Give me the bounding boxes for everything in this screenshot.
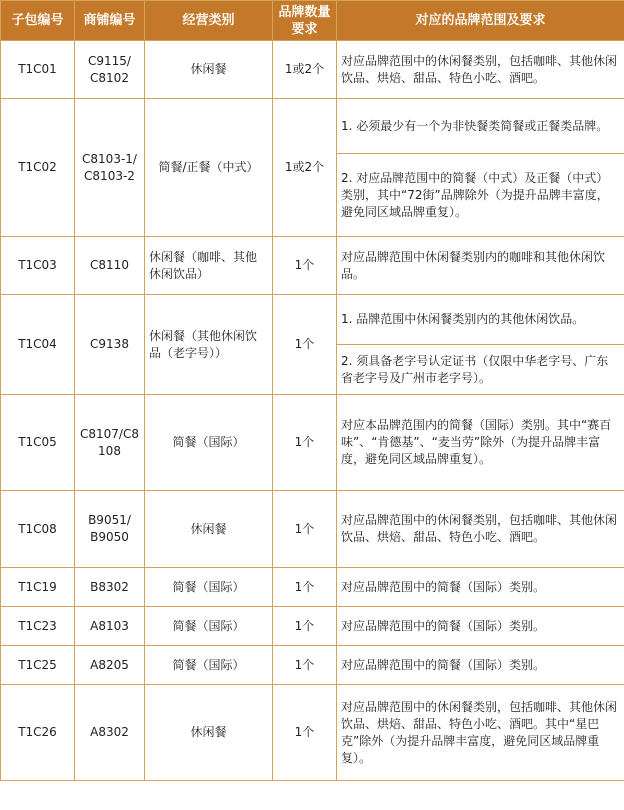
cell-business-category: 休闲餐 [145, 41, 273, 99]
table-row [1, 646, 624, 685]
header-brand-count: 品牌数量要求 [273, 1, 337, 41]
cell-brand-scope: 对应品牌范围中的休闲餐类别，包括咖啡、其他休闲饮品、烘焙、甜品、特色小吃、酒吧。 [337, 41, 624, 99]
cell-sub-package-no: T1C04 [1, 295, 75, 395]
cell-brand-scope: 2. 对应品牌范围中的简餐（中式）及正餐（中式）类别，其中“72街”品牌除外（为提升品牌丰富度，避免同区域品牌重复）。 [337, 154, 624, 237]
table-row [1, 41, 624, 99]
cell-brand-count: 1或2个 [273, 41, 337, 99]
cell-brand-scope: 1. 品牌范围中休闲餐类别内的其他休闲饮品。 [337, 295, 624, 345]
table-row [1, 685, 624, 781]
cell-shop-no: A8302 [75, 685, 145, 781]
cell-brand-scope: 对应品牌范围中的简餐（国际）类别。 [337, 646, 624, 685]
cell-sub-package-no: T1C25 [1, 646, 75, 685]
table-row [1, 395, 624, 491]
cell-business-category: 休闲餐（咖啡、其他休闲饮品） [145, 237, 273, 295]
cell-brand-scope: 对应品牌范围中的休闲餐类别，包括咖啡、其他休闲饮品、烘焙、甜品、特色小吃、酒吧。 [337, 491, 624, 568]
cell-business-category: 休闲餐（其他休闲饮品（老字号）） [145, 295, 273, 395]
cell-brand-scope: 对应品牌范围中的简餐（国际）类别。 [337, 568, 624, 607]
shop-no-line: C8107/C8 108 [80, 426, 139, 458]
cell-brand-count: 1个 [273, 237, 337, 295]
cell-shop-no: A8205 [75, 646, 145, 685]
cell-brand-scope: 1. 必须最少有一个为非快餐类简餐或正餐类品牌。 [337, 99, 624, 154]
cell-sub-package-no: T1C05 [1, 395, 75, 491]
cell-brand-count: 1个 [273, 685, 337, 781]
cell-brand-count: 1或2个 [273, 99, 337, 237]
shop-no-line: B9051/ B9050 [88, 513, 131, 544]
cell-business-category: 休闲餐 [145, 685, 273, 781]
cell-shop-no [75, 41, 145, 99]
shop-no-line: C9115/ C8102 [88, 53, 131, 85]
cell-shop-no [75, 395, 145, 491]
cell-brand-count: 1个 [273, 395, 337, 491]
table-row [1, 295, 624, 345]
cell-business-category: 简餐/正餐（中式） [145, 99, 273, 237]
cell-shop-no: C8110 [75, 237, 145, 295]
cell-business-category: 休闲餐 [145, 491, 273, 568]
header-shop-no: 商铺编号 [75, 1, 145, 41]
cell-brand-scope: 对应品牌范围中的简餐（国际）类别。 [337, 607, 624, 646]
cell-shop-no: C9138 [75, 295, 145, 395]
table-row [1, 568, 624, 607]
cell-sub-package-no: T1C03 [1, 237, 75, 295]
table-row [1, 237, 624, 295]
header-business-category: 经营类别 [145, 1, 273, 41]
cell-shop-no [75, 99, 145, 237]
table-row [1, 99, 624, 154]
cell-sub-package-no: T1C01 [1, 41, 75, 99]
cell-shop-no: B8302 [75, 568, 145, 607]
cell-brand-scope: 对应本品牌范围内的简餐（国际）类别。其中“赛百味”、“肯德基”、“麦当劳”除外（为提升品牌丰富度，避免同区域品牌重复）。 [337, 395, 624, 491]
cell-sub-package-no: T1C08 [1, 491, 75, 568]
shop-no-line: C8103-1/ C8103-2 [82, 151, 137, 183]
cell-sub-package-no: T1C02 [1, 99, 75, 237]
table-row [1, 607, 624, 646]
cell-sub-package-no: T1C23 [1, 607, 75, 646]
cell-sub-package-no: T1C26 [1, 685, 75, 781]
cell-shop-no [75, 491, 145, 568]
cell-business-category: 简餐（国际） [145, 395, 273, 491]
cell-sub-package-no: T1C19 [1, 568, 75, 607]
cell-shop-no: A8103 [75, 607, 145, 646]
cell-brand-scope: 对应品牌范围中的休闲餐类别，包括咖啡、其他休闲饮品、烘焙、甜品、特色小吃、酒吧。其中“星巴克”除外（为提升品牌丰富度，避免同区域品牌重复）。 [337, 685, 624, 781]
table-row [1, 491, 624, 568]
cell-business-category: 简餐（国际） [145, 607, 273, 646]
cell-brand-count: 1个 [273, 491, 337, 568]
cell-business-category: 简餐（国际） [145, 646, 273, 685]
cell-brand-scope: 2. 须具备老字号认定证书（仅限中华老字号、广东省老字号及广州市老字号）。 [337, 345, 624, 395]
cell-business-category: 简餐（国际） [145, 568, 273, 607]
cell-brand-count: 1个 [273, 607, 337, 646]
header-brand-scope: 对应的品牌范围及要求 [337, 1, 624, 41]
cell-brand-count: 1个 [273, 568, 337, 607]
cell-brand-count: 1个 [273, 295, 337, 395]
header-sub-package-no: 子包编号 [1, 1, 75, 41]
header-row [1, 1, 624, 41]
cell-brand-scope: 对应品牌范围中休闲餐类别内的咖啡和其他休闲饮品。 [337, 237, 624, 295]
cell-brand-count: 1个 [273, 646, 337, 685]
